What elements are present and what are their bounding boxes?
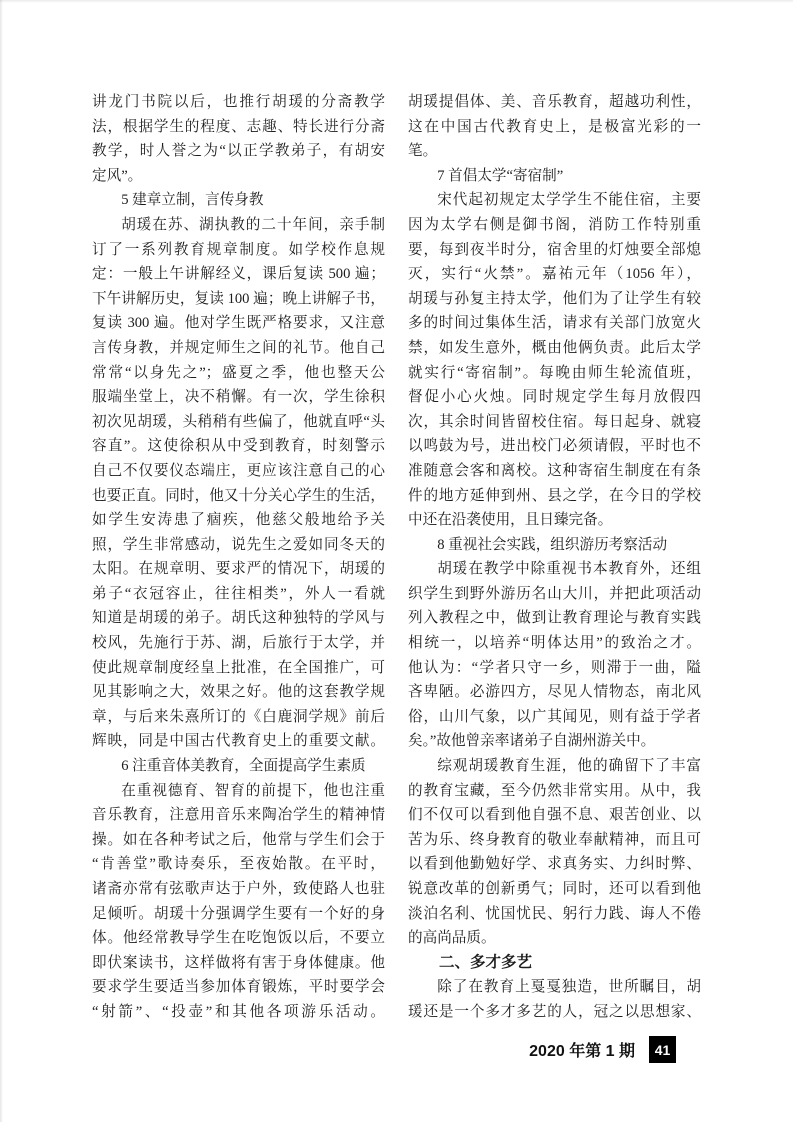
text-line: 要，每到夜半时分，宿舍里的灯烛要全部熄 <box>408 241 701 258</box>
text-line: 如学生安涛患了痼疾，他慈父般地给予关 <box>92 512 385 529</box>
sub-heading: 8 重视社会实践，组织游历考察活动 <box>437 536 668 553</box>
text-line: 这在中国古代教育史上，是极富光彩的一 <box>408 118 701 135</box>
text-line: 他认为：“学者只守一乡，则滞于一曲，隘 <box>408 659 701 676</box>
sub-heading: 5 建章立制，言传身教 <box>121 192 264 209</box>
text-line: 次，其余时间皆留校住宿。每日起身、就寝 <box>408 413 701 430</box>
text-line: 要求学生要适当参加体育锻炼，平时要学会 <box>92 979 385 996</box>
text-line: 胡瑗与孙复主持太学，他们为了让学生有较 <box>408 290 701 307</box>
text-line: 教学，时人誉之为“以正学教弟子，有胡安 <box>92 143 385 160</box>
text-line: 初次见胡瑗，头稍稍有些偏了，他就直呼“头 <box>92 413 385 430</box>
text-line: 也要正直。同时，他又十分关心学生的生活， <box>92 487 385 504</box>
text-line: 讲龙门书院以后，也推行胡瑗的分斋教学 <box>92 94 385 110</box>
text-line: 淡泊名利、忧国忧民、躬行力践、诲人不倦 <box>408 905 701 922</box>
text-line: 言传身教，并规定师生之间的礼节。他自己 <box>92 339 385 356</box>
text-line: 灭，实行“火禁”。嘉祐元年（1056 年）， <box>408 266 701 283</box>
text-line: 综观胡瑗教育生涯，他的确留下了丰富 <box>437 758 701 775</box>
page-number-badge: 41 <box>649 1036 676 1063</box>
text-line: 锐意改革的创新勇气；同时，还可以看到他 <box>408 881 701 897</box>
text-line: 织学生到野外游历名山大川，并把此项活动 <box>408 585 701 602</box>
text-line: 照，学生非常感动，说先生之爱如同冬天的 <box>92 536 385 553</box>
text-line: 诸斋亦常有弦歌声达于户外，致使路人也驻 <box>92 881 385 897</box>
text-line: 吝卑陋。必游四方，尽见人情物态，南北风 <box>408 684 701 701</box>
text-line: 禁，如发生意外，概由他俩负责。此后太学 <box>408 339 701 356</box>
sub-heading: 7 首倡太学“寄宿制” <box>437 167 564 184</box>
text-line: 容直”。这使徐积从中受到教育，时刻警示 <box>92 438 385 455</box>
right-column <box>408 90 701 1025</box>
text-line: 就实行“寄宿制”。每晚由师生轮流值班， <box>408 364 701 381</box>
text-line: 弟子“衣冠容止，往往相类”，外人一看就 <box>92 585 385 602</box>
text-line: 自己不仅要仪态端庄，更应该注意自己的心 <box>92 462 385 479</box>
text-line: 督促小心火烛。同时规定学生每月放假四 <box>408 389 701 406</box>
page-edge-shadow-top <box>0 0 793 3</box>
text-line: 以鸣鼓为号，进出校门必须请假，平时也不 <box>408 438 701 455</box>
text-line: 笔。 <box>408 143 438 160</box>
text-line: 胡瑗在苏、湖执教的二十年间，亲手制 <box>121 216 385 233</box>
text-line: 相统一，以培养“明体达用”的致治之才。 <box>408 635 701 652</box>
text-line: 胡瑗提倡体、美、音乐教育，超越功利性， <box>408 94 701 110</box>
text-line: 的高尚品质。 <box>408 930 496 947</box>
text-line: 苦为乐、终身教育的敬业奉献精神，而且可 <box>408 831 701 848</box>
text-line: 件的地方延伸到州、县之学，在今日的学校 <box>408 487 701 504</box>
text-line: 知道是胡瑗的弟子。胡氏这种独特的学风与 <box>92 610 385 627</box>
text-line: “肯善堂”歌诗奏乐，至夜始散。在平时， <box>92 856 385 873</box>
text-line: 校风，先施行于苏、湖，后旅行于太学，并 <box>92 635 385 652</box>
text-line: 多的时间过集体生活，请求有关部门放宽火 <box>408 315 701 332</box>
text-line: 章，与后来朱熹所订的《白鹿洞学规》前后 <box>92 708 385 725</box>
text-line: 在重视德育、智育的前提下，他也注重 <box>121 782 385 799</box>
text-line: 见其影响之大，效果之好。他的这套教学规 <box>92 684 385 701</box>
text-line: 常常“以身先之”；盛夏之季，他也整天公 <box>92 364 385 381</box>
page-footer <box>529 1036 676 1063</box>
text-line: 下午讲解历史，复读 100 遍；晚上讲解子书， <box>92 290 385 307</box>
text-line: 瑗还是一个多才多艺的人，冠之以思想家、 <box>408 1003 701 1020</box>
text-line: 法，根据学生的程度、志趣、特长进行分斋 <box>92 118 385 135</box>
text-line: 定风”。 <box>92 167 143 184</box>
text-line: 们不仅可以看到他自强不息、艰苦创业、以 <box>408 807 701 824</box>
left-column <box>92 90 385 1025</box>
text-line: 因为太学右侧是御书阁，消防工作特别重 <box>408 216 701 233</box>
text-line: 中还在沿袭使用，且日臻完备。 <box>408 512 613 529</box>
text-line: 音乐教育，注意用音乐来陶冶学生的精神情 <box>92 807 385 824</box>
text-line: 俗，山川气象，以广其闻见，则有益于学者 <box>408 708 701 725</box>
text-line: 体。他经常教导学生在吃饱饭以后，不要立 <box>92 930 385 947</box>
text-line: 列入教程之中，做到让教育理论与教育实践 <box>408 610 701 627</box>
text-line: 操。如在各种考试之后，他常与学生们会于 <box>92 831 385 848</box>
text-line: 除了在教育上戛戛独造，世所瞩目，胡 <box>437 979 701 996</box>
text-line: 服端坐堂上，决不稍懈。有一次，学生徐积 <box>92 389 385 406</box>
text-line: 太阳。在规章明、要求严的情况下，胡瑗的 <box>92 561 385 578</box>
issue-label: 2020 年第 1 期 <box>529 1043 635 1060</box>
text-line: 订了一系列教育规章制度。如学校作息规 <box>92 241 385 258</box>
text-line: 以看到他勤勉好学、求真务实、力纠时弊、 <box>408 856 701 873</box>
text-line: 复读 300 遍。他对学生既严格要求，又注意 <box>92 315 385 332</box>
text-line: 的教育宝藏，至今仍然非常实用。从中，我 <box>408 782 701 799</box>
section-heading: 二、多才多艺 <box>439 953 533 971</box>
text-line: 矣。”故他曾亲率诸弟子自湖州游关中。 <box>408 733 656 750</box>
sub-heading: 6 注重音体美教育，全面提高学生素质 <box>121 758 366 775</box>
text-line: 定：一般上午讲解经义，课后复读 500 遍； <box>92 266 385 283</box>
text-line: 胡瑗在教学中除重视书本教育外，还组 <box>437 561 701 578</box>
text-line: 准随意会客和离校。这种寄宿生制度在有条 <box>408 462 701 479</box>
text-line: 即伏案读书，这样做将有害于身体健康。他 <box>92 954 385 971</box>
text-line: 辉映，同是中国古代教育史上的重要文献。 <box>92 733 385 750</box>
text-line: 足倾听。胡瑗十分强调学生要有一个好的身 <box>92 905 385 922</box>
text-line: “射箭”、“投壶”和其他各项游乐活动。 <box>92 1003 385 1020</box>
page-edge-shadow-left <box>0 0 3 1122</box>
text-line: 使此规章制度经皇上批准，在全国推广，可 <box>92 659 385 676</box>
text-line: 宋代起初规定太学学生不能住宿，主要 <box>437 192 701 209</box>
